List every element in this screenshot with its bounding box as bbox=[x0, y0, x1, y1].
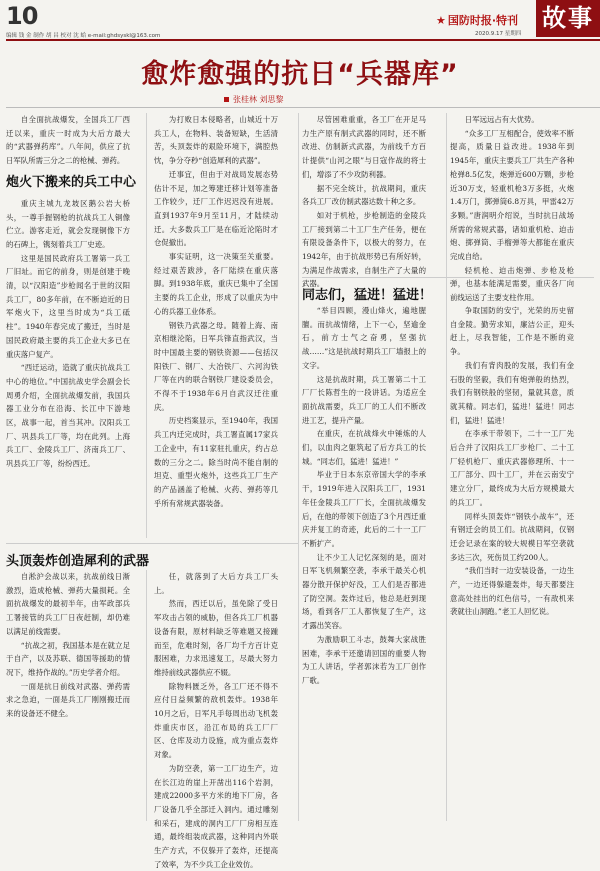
paragraph: “西迁运动，造就了重庆抗战兵工中心的地位。”中国抗战史学会副会长周勇介绍，全面抗战爆发前，我国兵器工业分布在沿海、长江中下游地区，战事一起，首当其冲。汉阳兵工厂、巩县兵工厂等，均在此列。上海兵工厂、金陵兵工厂、济南兵工厂、巩县兵工厂等，纷纷西迁。 bbox=[6, 363, 130, 469]
paragraph: “举目四顾，漫山烽火，遍地腥膻。而抗战情绪，上下一心，坚逾金石，前方士气之奋勇，坚强抗战……”这是抗战时期兵工厂墙报上的文字。 bbox=[302, 306, 426, 370]
paragraph: 这是抗战时期，兵工署第二十工厂厂长陈哲生的一段讲话。为适应全面抗战需要，兵工厂的工人们不断改进工艺，提升产量。 bbox=[302, 374, 426, 425]
paragraph: 迁事宜，但由于对战局发展态势估计不足，加之筹建迁移计划等准备工作较少，迁厂工作迟迟没有进展。直到1937年9月至11月，才陆续动迁。大多数兵工厂是在临近沦陷时才仓促撤出。 bbox=[154, 169, 278, 248]
section-name: 国防时报·特刊 bbox=[447, 14, 519, 27]
paragraph: 我们有背肉股的发展，我们有金石股的坚毅，我们有炮弹般的热烈，我们有钢铁般的坚韧，量就其意，质就其精。同志们，猛进！猛进！同志们，猛进！猛进！ bbox=[450, 360, 574, 425]
column-1 bbox=[6, 113, 137, 538]
column-2 bbox=[154, 113, 278, 538]
paragraph: 一面是抗日前线对武器、弹药需求之急迫，一面是兵工厂刚刚搬迁而来的设备还不健全。 bbox=[6, 681, 130, 719]
paragraph: 自淞沪会战以来，抗战前线日渐激烈，造成枪械、弹药大量损耗。全面抗战爆发的最初半年，由军政部兵工署接管的兵工厂日夜赶制，却仍难以满足前线需要。 bbox=[6, 572, 130, 636]
subheading: 同志们，猛进！猛进！ bbox=[302, 277, 594, 303]
paragraph: 重庆主城九龙坡区鹅公岩大桥头，一尊手握钢枪的抗战兵工人铜像伫立。游客走近，就会发现铜像下方的石碑上，镌刻着兵工厂史迹。 bbox=[6, 198, 130, 249]
paragraph: 争取国防的安宁，光荣的历史留自金陵。勤劳求知，廉洁公正，迎头赶上，尽我智能，工作是不断的竞争。 bbox=[450, 306, 574, 357]
byline-authors: 张桂林 刘思黎 bbox=[233, 95, 284, 104]
issue-date: 2020.9.17 星期四 bbox=[475, 31, 522, 37]
column-divider bbox=[146, 113, 147, 538]
masthead bbox=[0, 0, 600, 42]
title-rule bbox=[6, 107, 600, 108]
column-4 bbox=[450, 113, 574, 303]
star-icon: ★ bbox=[436, 14, 446, 27]
editor-credits: 编辑 钱 金 制作 胡 昌 校对 沈 蛤 e-mail:ghdsyskl@163.com bbox=[6, 33, 161, 39]
paragraph: “我们当时一边安装设备，一边生产，一边还得躲避轰炸，每天都要注意高处挂出的红色信号，一有敌机来袭就往山洞跑。”老工人回忆说。 bbox=[450, 566, 574, 617]
paragraph: “众多工厂互相配合，使效率不断提高，质量日益改进。1938年到1945年，重庆主要兵工厂共生产各种枪弹8.5亿发，炮弹近600万颗，步枪近30万支，轻重机枪3万多挺，火炮1.4万门，掷弹筒6.8万具，甲雷42万多颗。”唐润明介绍说，当时抗日战场所需的常规武器，诸如重机枪、迫击炮、掷弹筒、手榴弹等大都能在重庆完成自给。 bbox=[450, 128, 574, 262]
column-3-lower bbox=[302, 304, 426, 821]
paragraph: 任，就落到了大后方兵工厂头上。 bbox=[154, 572, 278, 595]
masthead-rule bbox=[6, 39, 600, 41]
section-label bbox=[436, 12, 518, 28]
paragraph: 事实证明，这一决策至关重要。经过艰苦跋涉，各厂陆续在重庆落脚。到1938年底，重庆已集中了全国主要的兵工企业，形成了以重庆为中心的兵器工业体系。 bbox=[154, 252, 278, 316]
paragraph: 钢铁乃武器之母。随着上海、南京相继沦陷，日军兵锋直指武汉，当时中国最主要的钢铁资源——包括汉阳铁厂、钢厂、大冶铁厂、六河沟铁厂等在内的联合钢铁厂建设委员会，不得不于1938年6月自武汉迁往重庆。 bbox=[154, 320, 278, 412]
subheading: 头顶轰炸创造犀利的武器 bbox=[6, 543, 298, 569]
paragraph: 轻机枪、迫击炮弹、步枪及枪弹，也基本能满足需要，重庆各厂向前线运送了主要支柱作用。 bbox=[450, 265, 574, 303]
column-brand: 故事 bbox=[536, 0, 600, 37]
paragraph: 据不完全统计，抗战期间，重庆各兵工厂改仿制武器达数十种之多。 bbox=[302, 183, 426, 207]
paragraph: “抗战之初，我国基本是在就立足于自产，以及苏联、德国等援助的情况下，维持作战的。”历史学者介绍。 bbox=[6, 640, 130, 677]
paragraph: 为防空袭，第一工厂边生产，边在长江边的崖上开凿出116个岩洞，建成22000多平方米的地下厂房，各厂设备几乎全部迁入洞内。通过雕刻和采石，建成的洞内工厂厂房相互连通，最终组装成武器，这种同内外联生产方式，不仅躲开了轰炸，还提高了效率，为不少兵工企业效仿。 bbox=[154, 763, 278, 869]
paragraph: 为激励职工斗志，鼓舞大家战胜困难，李承干还邀请回国的重要人物为工人讲话，学者郭沫若为工厂创作厂歌。 bbox=[302, 634, 426, 685]
paragraph: 在李承干带领下，二十一工厂先后合并了汉阳兵工厂步枪厂、二十工厂轻机枪厂、重庆武器修理所、十一工厂部分、四十工厂，并在云南安宁建立分厂，最终成为大后方规模最大的兵工厂。 bbox=[450, 429, 574, 507]
subheading: 炮火下搬来的兵工中心 bbox=[6, 174, 137, 190]
column-3 bbox=[302, 113, 426, 289]
byline bbox=[224, 94, 284, 105]
paragraph: 日军远远占有大优势。 bbox=[464, 115, 539, 124]
column-divider bbox=[298, 113, 299, 821]
paragraph: 毕业于日本东京帝国大学的李承干，1919年进入汉阳兵工厂，1931年任金陵兵工厂厂长，全面抗战爆发后，在他的带领下创造了3个月西迁重庆并复工的奇迹，此后的二十一工厂不断扩产。 bbox=[302, 470, 426, 548]
column-divider bbox=[446, 113, 447, 821]
square-bullet-icon bbox=[224, 97, 229, 102]
paragraph: 为打败日本侵略者，山城近十万兵工人，在物料、装备短缺，生活清苦，头顶轰炸的艰险环境下，满腔热忱，争分夺秒“创造犀利的武器”。 bbox=[154, 115, 278, 166]
column-1-lower bbox=[6, 570, 130, 821]
paragraph: 除物料匮乏外，各工厂还不得不应付日益频繁的敌机轰炸。1938年10月之后，日军凡手每周出动飞机轰炸重庆市区，沿江布局的兵工厂厂区、仓库及动力设施，成为重点轰炸对象。 bbox=[154, 681, 278, 760]
paragraph: 历史档案显示，至1940年，我国兵工内迁完成时，兵工署直属17家兵工企业中，有11家驻扎重庆，约占总数的三分之二。除当时尚不能自制的坦克、重型火炮外，这些兵工厂生产的产品涵盖了枪械、火药、弹药等几乎所有常规武器装备。 bbox=[154, 416, 278, 508]
page-number: 10 bbox=[6, 2, 38, 30]
paragraph: 尽管困难重重，各工厂在开足马力生产原有制式武器的同时，还不断改进、仿制新式武器，为前线千方百计提供“山河之眼”与日寇作战的将士们，增添了不少攻防利器。 bbox=[302, 115, 426, 179]
article-title: 愈炸愈强的抗日“兵器库” bbox=[141, 59, 459, 90]
paragraph: 在重庆，在抗战烽火中锤炼的人们，以血肉之躯筑起了后方兵工的长城。“同志们，猛进！猛进！” bbox=[302, 429, 426, 466]
column-divider bbox=[146, 570, 147, 821]
paragraph: 让不少工人记忆深刻的是，面对日军飞机频繁空袭，李承干最关心机器分散开保护好没，工人们是否都进了防空洞。轰炸过后，他总是赶到现场，看到各厂工人都恢复了生产，这才露出笑容。 bbox=[302, 552, 426, 631]
intro-paragraph: 自全面抗战爆发，全国兵工厂西迁以来，重庆一时成为大后方最大的“武器弹药库”。八年间，供应了抗日军队所需三分之二的枪械、弹药。 bbox=[6, 115, 130, 166]
paragraph: 这里是国民政府兵工署第一兵工厂旧址。而它的前身，则是创建于晚清，以“汉阳造”步枪闻名于世的汉阳兵工厂，80多年前，在不断迫近的日军炮火下，这里当时成为“兵工砥柱”。1940年春完成了搬迁，当时是国民政府最主要的兵工企业大多已在重庆落户复产。 bbox=[6, 253, 130, 359]
column-4-lower bbox=[450, 304, 574, 821]
paragraph: 如对于机枪，步枪制造的金陵兵工厂接到第二十工厂生产任务，便在有限设备条件下，以极大的努力，在1942年，由于抗战形势已有所好转，为满足作战需求，自制生产了大量的武器。 bbox=[302, 210, 426, 289]
paragraph: 同样头顶轰炸“钢铁小战车”，还有钢迁会的员工们。抗战期间，仅钢迁会记录在案的较大规模日军空袭就多达三次，死伤员工约200人。 bbox=[450, 511, 574, 562]
paragraph: 然而，西迁以后，虽免除了受日军攻击占领的威胁，但各兵工厂机器设备有限，原材料缺乏等难题又接踵而至，危难时刻，各厂均千方百计克服困难，力求迅速复工，尽最大努力维持前线武器供应不辍。 bbox=[154, 599, 278, 677]
column-2-lower bbox=[154, 570, 278, 869]
